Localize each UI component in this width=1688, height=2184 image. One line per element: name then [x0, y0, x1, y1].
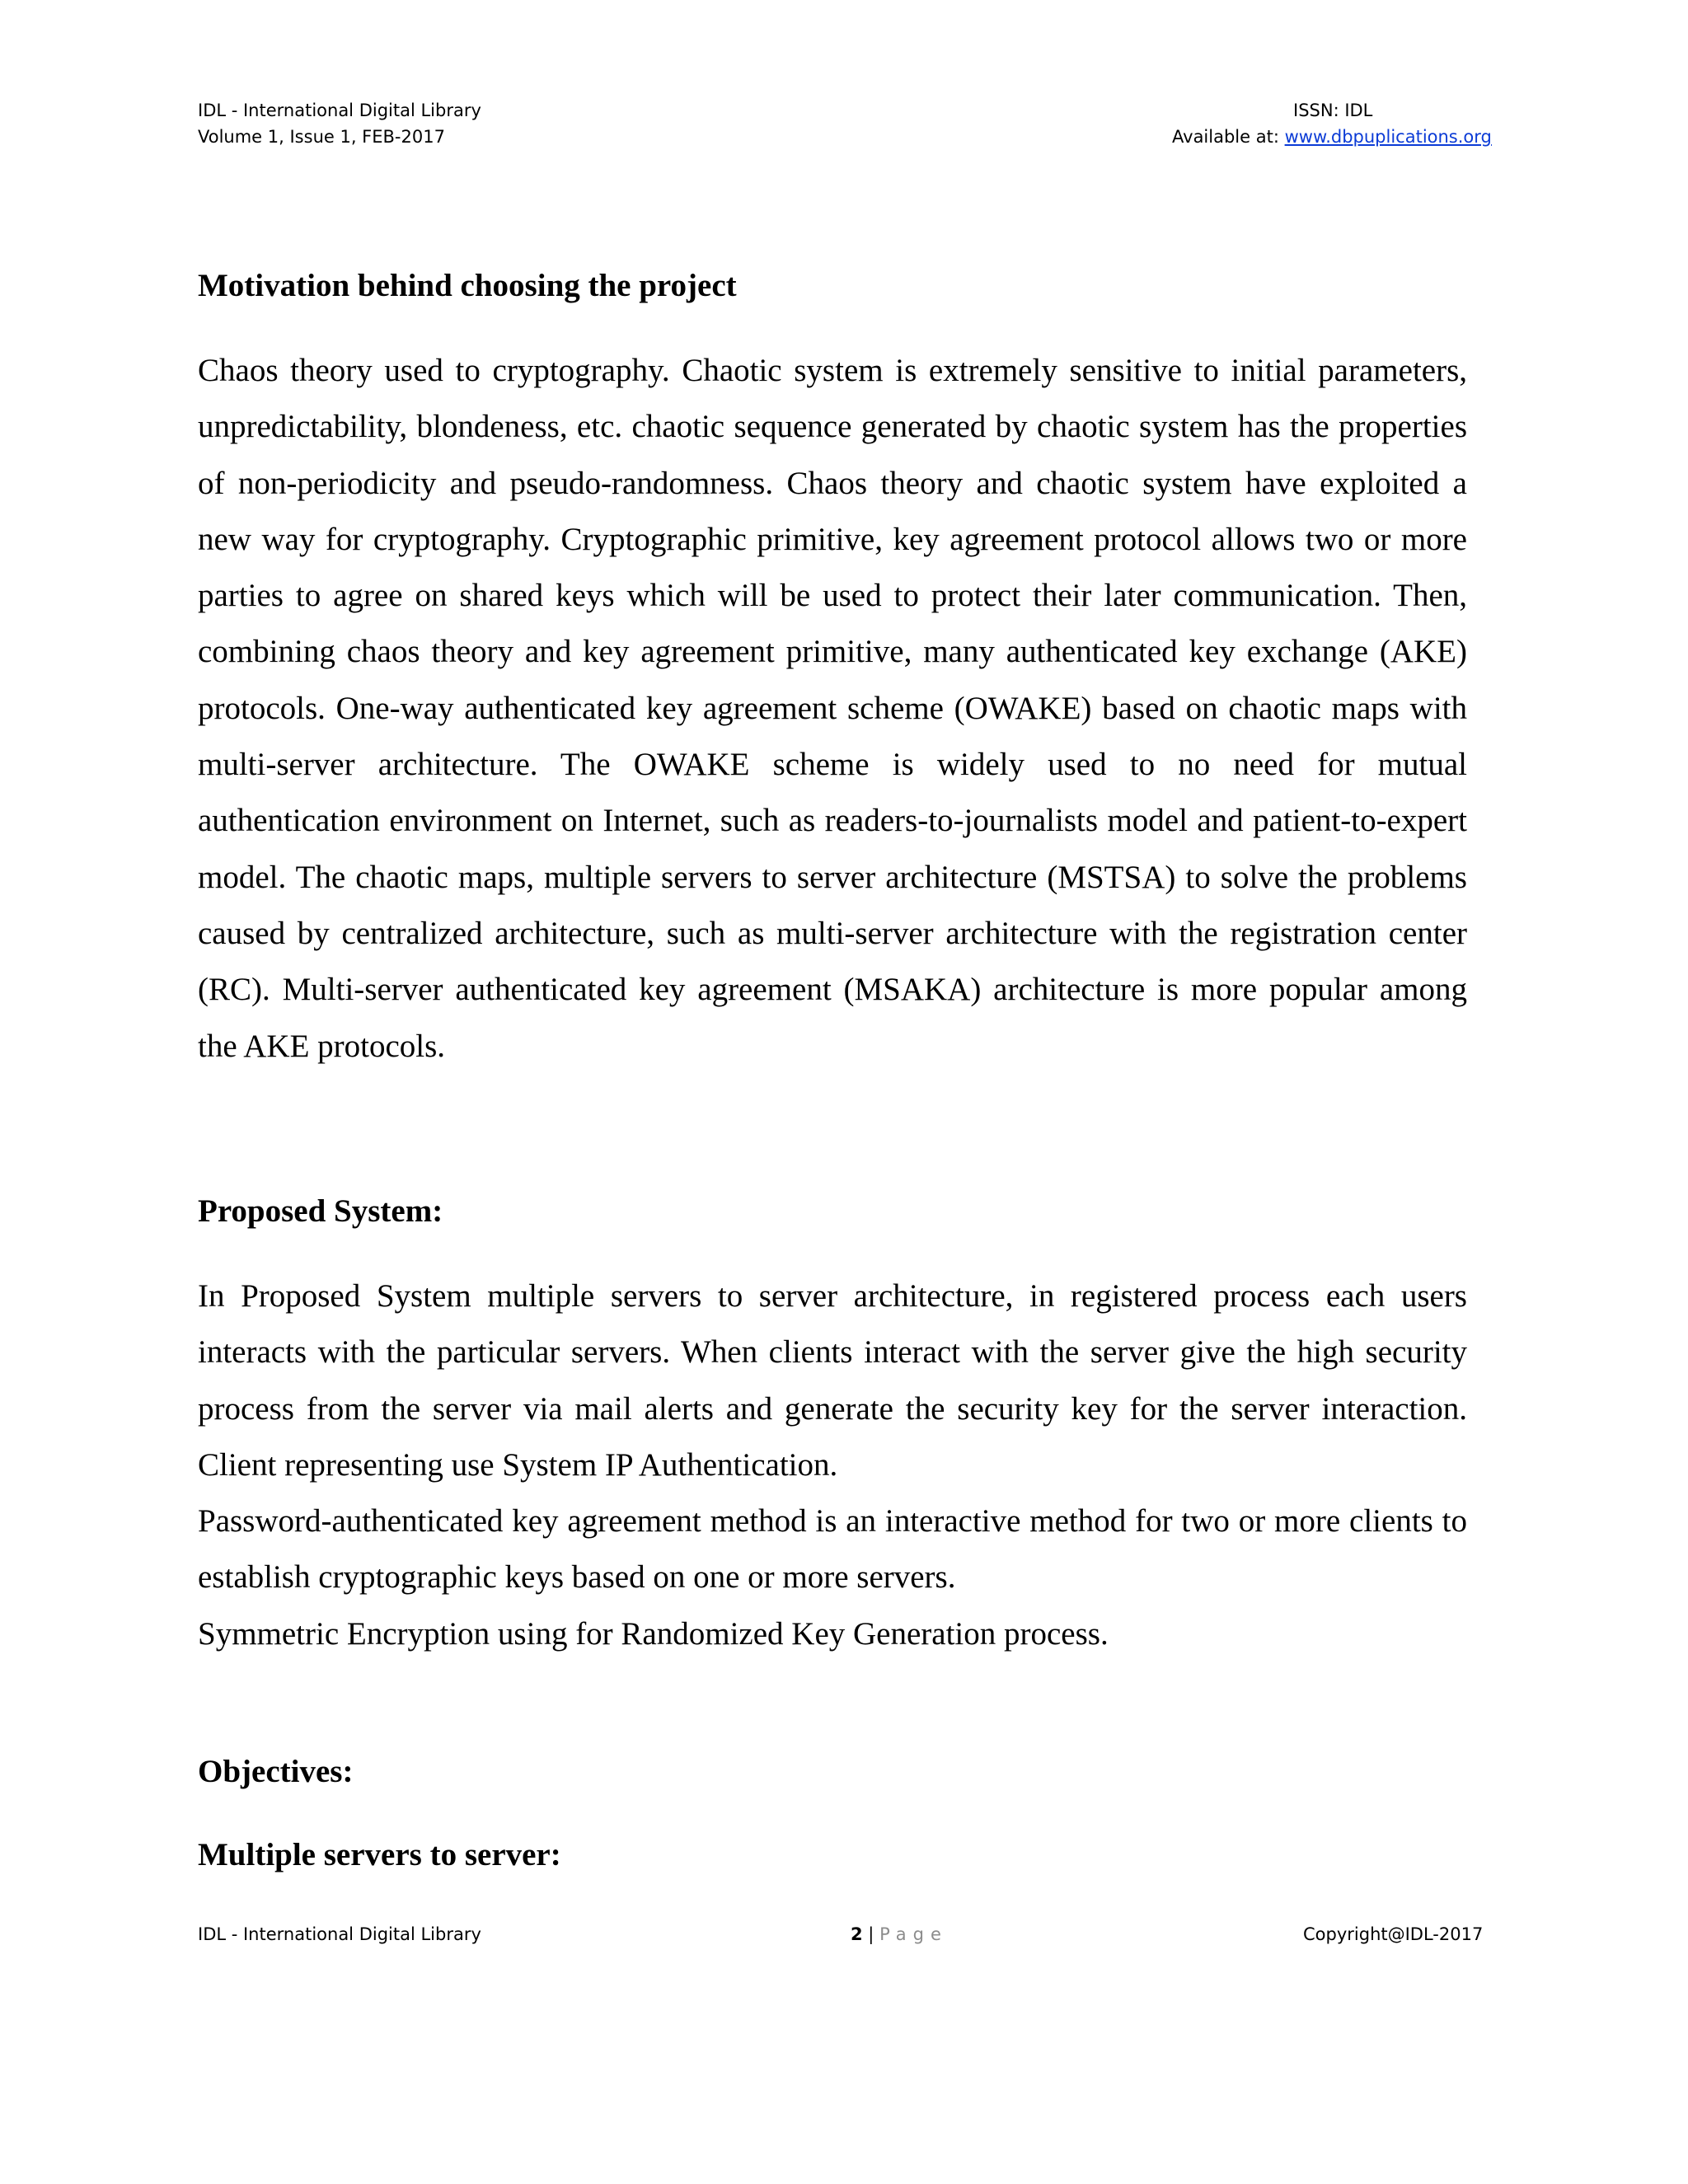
running-header-left: [198, 97, 481, 150]
motivation-heading: Motivation behind choosing the project: [198, 268, 737, 303]
footer-copyright: Copyright@IDL-2017: [1303, 1924, 1484, 1944]
page-separator: |: [862, 1924, 880, 1944]
pake-paragraph: Password-authenticated key agreement method is an interactive method for two or more clients to establish cryptographic keys based on one or more servers.: [198, 1503, 1467, 1596]
footer-journal-name: IDL - International Digital Library: [198, 1924, 481, 1944]
availability-line: [1172, 124, 1505, 150]
proposed-system-heading: Proposed System:: [198, 1193, 443, 1229]
page-word: Page: [879, 1924, 948, 1944]
page-number: 2: [851, 1924, 863, 1944]
motivation-paragraph: Chaos theory used to cryptography. Chaotic system is extremely sensitive to initial parameters, unpredictability, blondeness, etc. chaotic sequence generated by chaotic system has the properties of non-periodicity and pseudo-randomness. Chaos theory and chaotic system have exploited a new way for cryptography. Cryptographic primitive, key agreement protocol allows two or more parties to agree on shared keys which will be used to protect their later communication. Then, combining chaos theory and key agreement primitive, many authenticated key exchange (AKE) protocols. One-way authenticated key agreement scheme (OWAKE) based on chaotic maps with multi-server architecture. The OWAKE scheme is widely used to no need for mutual authentication environment on Internet, such as readers-to-journalists model and patient-to-expert model. The chaotic maps, multiple servers to server architecture (MSTSA) to solve the problems caused by centralized architecture, such as multi-server architecture with the registration center (RC). Multi-server authenticated key agreement (MSAKA) architecture is more popular among the AKE protocols.: [198, 353, 1467, 1064]
proposed-system-paragraph: In Proposed System multiple servers to server architecture, in registered process each users interacts with the particular servers. When clients interact with the server give the high security process from the server via mail alerts and generate the security key for the server interaction. Client representing use System IP Authentication.: [198, 1278, 1467, 1483]
objectives-heading: Objectives:: [198, 1754, 354, 1789]
symmetric-encryption-line: Symmetric Encryption using for Randomized Key Generation process.: [198, 1616, 1109, 1652]
multiple-servers-heading: Multiple servers to server:: [198, 1837, 561, 1872]
available-at-label: Available at:: [1172, 127, 1285, 147]
journal-name: IDL - International Digital Library: [198, 101, 481, 120]
website-link[interactable]: www.dbpuplications.org: [1284, 127, 1492, 147]
footer-page-indicator: [851, 1921, 948, 1947]
running-header-right: [1172, 97, 1505, 150]
issn-label: ISSN: IDL: [1293, 101, 1373, 120]
volume-issue: Volume 1, Issue 1, FEB-2017: [198, 127, 445, 147]
